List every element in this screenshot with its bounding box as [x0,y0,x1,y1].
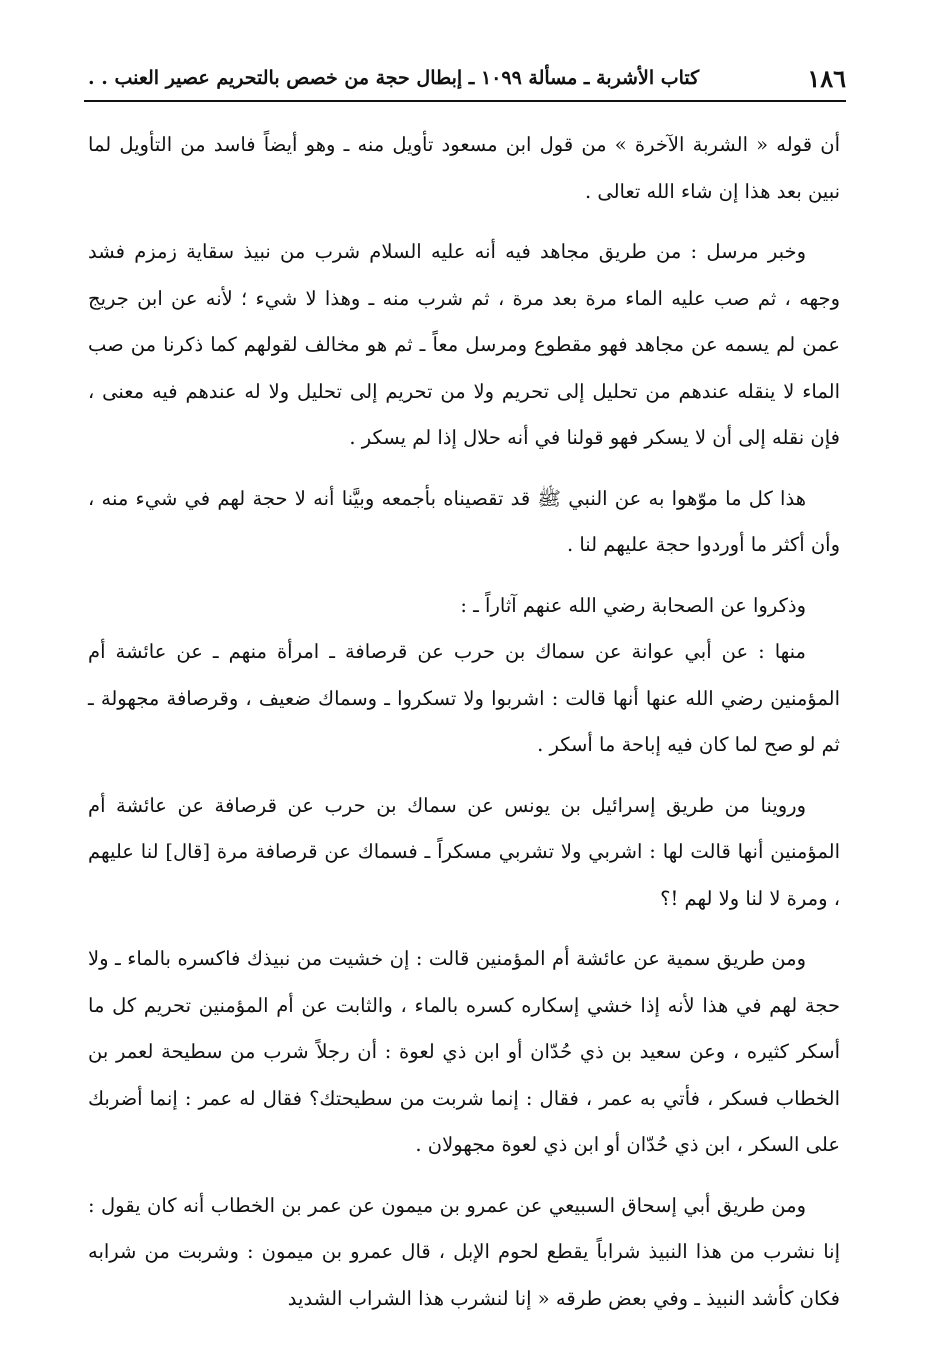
running-title: كتاب الأشربة ـ مسألة ١٠٩٩ ـ إبطال حجة من خصص بالتحريم عصير العنب . . [88,67,700,89]
paragraph: وذكروا عن الصحابة رضي الله عنهم آثاراً ـ : [460,593,806,617]
paragraph: ومن طريق سمية عن عائشة أم المؤمنين قالت : إن خشيت من نبيذك فاكسره بالماء ـ ولا حجة لهم في هذا لأنه إذا خشي إسكاره كسره بالماء ، والثابت عن أم المؤمنين تحريم كل ما أسكر كثيره ، وعن سعيد بن ذي حُدّان أو ابن ذي لعوة : أن رجلاً شرب من سطيحة لعمر بن الخطاب فسكر ، فأتي به عمر ، فقال : إنما شربت من سطيحتك؟ فقال له عمر : إنما أضربك على السكر ، ابن ذي حُدّان أو ابن ذي لعوة مجهولان . [88,947,840,1156]
body-text [88,122,840,1322]
paragraph: وخبر مرسل : من طريق مجاهد فيه أنه عليه السلام شرب من نبيذ سقاية زمزم فشد وجهه ، ثم صب عليه الماء مرة بعد مرة ، ثم شرب منه ـ وهذا لا شيء ؛ لأنه عن ابن جريج عمن لم يسمه عن مجاهد فهو مقطوع ومرسل معاً ـ ثم هو مخالف لقولهم كما ذكرنا من صب الماء لا ينقله عندهم من تحليل إلى تحريم ولا من تحريم إلى تحليل ولا له عندهم فيه معنى ، فإن نقله إلى أن لا يسكر فهو قولنا في أنه حلال إذا لم يسكر . [88,240,840,449]
paragraph: هذا كل ما موّهوا به عن النبي ﷺ قد تقصيناه بأجمعه وبيَّنا أنه لا حجة لهم في شيء منه ، وأن أكثر ما أوردوا حجة عليهم لنا . [88,486,840,556]
header-rule [84,100,846,102]
page-header [88,58,846,98]
paragraph: منها : عن أبي عوانة عن سماك بن حرب عن قرصافة ـ امرأة منهم ـ عن عائشة أم المؤمنين رضي الله عنها أنها قالت : اشربوا ولا تسكروا ـ وسماك ضعيف ، وقرصافة مجهولة ـ ثم لو صح لما كان فيه إباحة ما أسكر . [88,640,840,756]
paragraph: ومن طريق أبي إسحاق السبيعي عن عمرو بن ميمون عن عمر بن الخطاب أنه كان يقول : إنا نشرب من هذا النبيذ شراباً يقطع لحوم الإبل ، قال عمرو بن ميمون : وشربت من شرابه فكان كأشد النبيذ ـ وفي بعض طرقه « إنا لنشرب هذا الشراب الشديد [88,1193,840,1310]
page-number: ١٨٦ [807,63,846,93]
paragraph: وروينا من طريق إسرائيل بن يونس عن سماك بن حرب عن قرصافة عن عائشة أم المؤمنين أنها قالت لها : اشربي ولا تشربي مسكراً ـ فسماك عن قرصافة مرة [قال] لنا عليهم ، ومرة لا لنا ولا لهم !؟ [88,793,840,910]
paragraph: أن قوله « الشربة الآخرة » من قول ابن مسعود تأويل منه ـ وهو أيضاً فاسد من التأويل لما نبين بعد هذا إن شاء الله تعالى . [88,133,840,203]
